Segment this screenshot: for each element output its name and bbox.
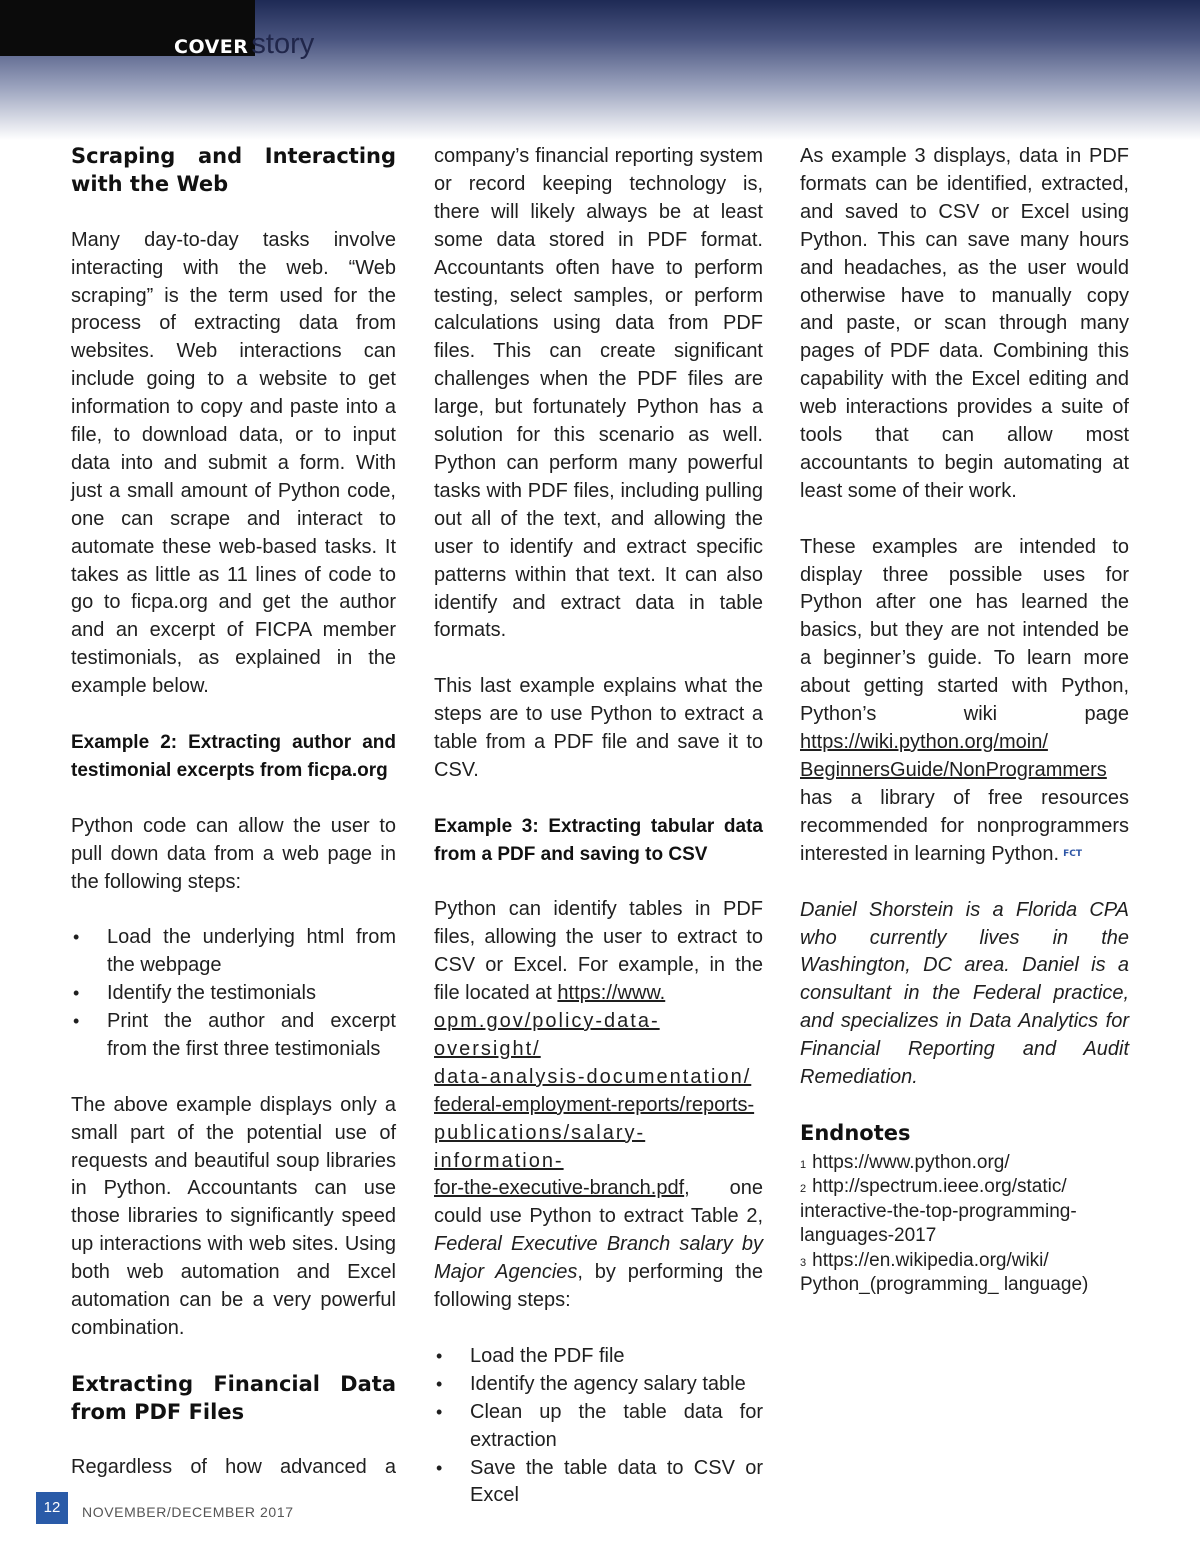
page-number: 12 [36,1492,68,1524]
section-label-light: story [251,28,315,60]
list-item-text: Load the underlying html from the webpage [107,926,396,977]
paragraph: company’s financial reporting system or record keeping technology is, there will likely always be at least some data stored in PDF format. Accountants often have to perform testing, select samples, or perform calculations using data from PDF files. This can create significant challenges when the PDF files are large, but fortunately Python has a solution for this scenario as well. Python can perform many powerful tasks with PDF files, including pulling out all of the text, and allowing the user to identify and extract specific patterns within that text. It can also identify and extract data in table formats. [434,145,763,642]
python-wiki-link[interactable]: https://wiki.python.org/moin/ BeginnersGuide/NonProgrammers [800,731,1107,781]
paragraph: Python code can allow the user to pull down data from a web page in the following steps: [71,814,396,893]
table-title-italic: Federal Executive Branch salary by Major Agencies [434,1233,763,1284]
paragraph: As example 3 displays, data in PDF formats can be identified, extracted, and saved to CSV or Excel using Python. This can save many hours and headaches, as the user would otherwise have to manually copy and paste, or scan through many pages of PDF data. Combining this capability with the Excel editing and web interactions provides a suite of tools that can allow most accountants to begin automating at least some of their work. [800,145,1129,502]
list-item [434,1399,763,1455]
heading-web-scraping: Scraping and Interacting with the Web [71,144,396,196]
section-label [174,28,314,64]
endnote: $^2$ http://spectrum.ieee.org/static/ interactive-the-top-programming-languages-2017 [800,1176,1077,1247]
list-item-text: Identify the testimonials [107,982,316,1005]
column-2 [434,143,763,1538]
bullet-list [71,924,396,1064]
endnotes-heading: Endnotes [800,1120,911,1145]
paragraph: Regardless of how advanced a [71,1456,396,1479]
list-item [71,1008,396,1064]
bullet-icon: • [73,927,80,948]
opm-pdf-link[interactable]: https://www. opm.gov/policy-data-oversight/ data-analysis-documentation/ federal-employment-reports/reports- publications/salary-information- for-the-executive-branch.pdf [434,982,755,1200]
list-item-text: Clean up the table data for extraction [470,1400,763,1451]
endnote: $^1$ https://www.python.org/ [800,1151,1010,1173]
endnotes-list [800,1151,1129,1298]
paragraph-with-link: Python can identify tables in PDF files, allowing the user to extract to CSV or Excel. For example, in the file located at https://www. opm.gov/policy-data-oversight/ data-analysis-documentation/ federal-employment-reports/reports- publications/salary-information- for-the-executive-branch.pdf, one could use Python to extract Table 2, Federal Executive Branch salary by Major Agencies, by performing the following steps: [434,898,763,1312]
list-item [434,1455,763,1511]
list-item [71,924,396,980]
end-mark-icon: FCT [1063,848,1082,859]
heading-pdf-extraction: Extracting Financial Data from PDF Files [71,1371,396,1424]
list-item [71,980,396,1008]
list-item [434,1343,763,1371]
paragraph-with-link: These examples are intended to display three possible uses for Python after one has learned the basics, but they are not intended be a beginner’s guide. To learn more about getting started with Python, Python’s wiki page https://wiki.python.org/moin/ BeginnersGuide/NonProgrammers has a library of free resources recommended for nonprogrammers interested in learning Python. FCT [800,535,1129,865]
paragraph: This last example explains what the steps are to use Python to extract a table from a PDF file and save it to CSV. [434,675,763,781]
section-label-bold: COVER [174,36,249,58]
endnote: $^3$ https://en.wikipedia.org/wiki/ Python_(programming_ language) [800,1249,1089,1296]
bullet-icon: • [436,1457,443,1478]
paragraph: The above example displays only a small part of the potential use of requests and beautiful soup libraries in Python. Accountants can use those libraries to significantly speed up interactions with web sites. Using both web automation and Excel automation can be a very powerful combination. [71,1093,396,1339]
bullet-icon: • [73,983,80,1004]
list-item-text: Print the author and excerpt from the first three testimonials [107,1010,396,1060]
list-item-text: Save the table data to CSV or Excel [470,1456,763,1507]
bullet-list [434,1343,763,1510]
bullet-icon: • [436,1401,443,1422]
list-item [434,1371,763,1399]
paragraph: Many day-to-day tasks involve interacting with the web. “Web scraping” is the term used for the process of extracting data from websites. Web interactions can include going to a website to get information to copy and paste into a file, to download data, or to input data into and submit a form. With just a small amount of Python code, one can scrape and interact to automate these web-based tasks. It takes as little as 11 lines of code to go to ficpa.org and get the author and an excerpt of FICPA member testimonials, as explained in the example below. [71,228,396,698]
list-item-text: Load the PDF file [470,1344,625,1367]
example-2-heading: Example 2: Extracting author and testimonial excerpts from ficpa.org [71,732,396,781]
issue-date: NOVEMBER/DECEMBER 2017 [82,1504,294,1520]
column-3 [800,143,1129,1298]
bullet-icon: • [73,1011,80,1032]
list-item-text: Identify the agency salary table [470,1372,746,1395]
author-bio: Daniel Shorstein is a Florida CPA who currently lives in the Washington, DC area. Daniel is a consultant in the Federal practice, and specializes in Data Analytics for Financial Reporting and Audit Remediation. [800,898,1129,1089]
bullet-icon: • [436,1345,443,1366]
bullet-icon: • [436,1373,443,1394]
column-1 [71,143,396,1510]
example-3-heading: Example 3: Extracting tabular data from a PDF and saving to CSV [434,815,763,865]
